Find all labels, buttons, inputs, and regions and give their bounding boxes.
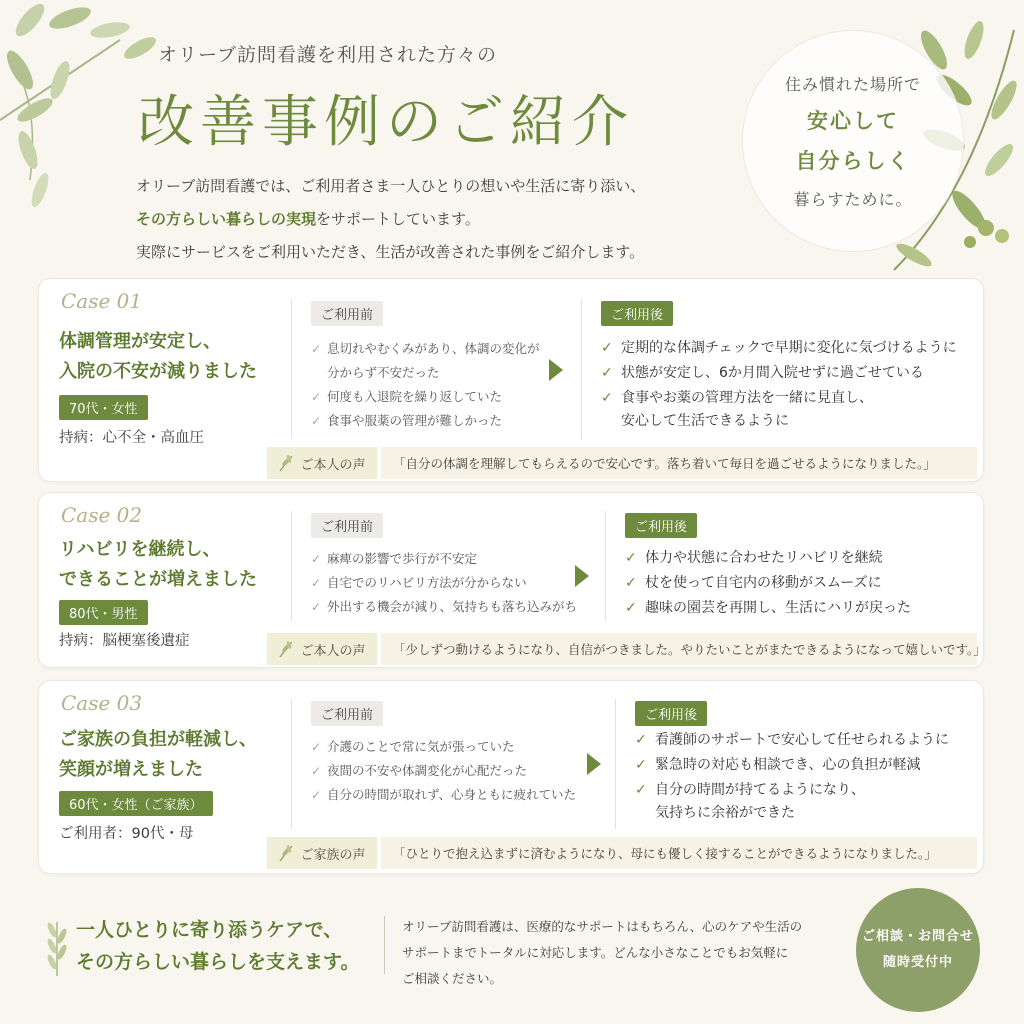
after-list xyxy=(601,337,957,435)
footer-text-line-3: ご相談ください。 xyxy=(402,971,503,986)
list-item: ✓ 趣味の園芸を再開し、生活にハリが戻った xyxy=(625,597,911,620)
footer-text-line-2: サポートまでトータルに対応します。どんな小さなことでもお気軽に xyxy=(402,945,789,960)
voice-box xyxy=(267,837,977,869)
intro-line-1: オリーブ訪問看護では、ご利用者さま一人ひとりの想いや生活に寄り添い、 xyxy=(136,177,646,195)
divider xyxy=(384,916,385,974)
case-tag: 70代・女性 xyxy=(59,395,148,420)
after-list xyxy=(625,547,911,622)
case-headline xyxy=(59,327,257,387)
list-item: ✓ 何度も入退院を繰り返していた xyxy=(311,385,540,409)
intro-line-3: 実際にサービスをご利用いただき、生活が改善された事例をご紹介します。 xyxy=(136,243,645,261)
tagline-circle xyxy=(742,30,964,252)
list-item: ✓ 看護師のサポートで安心して任せられるように xyxy=(635,729,949,752)
contact-badge[interactable] xyxy=(856,888,980,1012)
case-headline-line-2: 入院の不安が減りました xyxy=(59,361,257,382)
arrow-right-icon xyxy=(575,565,589,587)
case-tag: 60代・女性（ご家族） xyxy=(59,791,213,816)
list-item: ✓ 状態が安定し、6か月間入院せずに過ごせている xyxy=(601,362,957,385)
before-label: ご利用前 xyxy=(311,513,383,538)
list-item: ✓ 定期的な体調チェックで早期に変化に気づけるように xyxy=(601,337,957,360)
sprig-icon xyxy=(278,454,294,472)
voice-label-text: ご家族の声 xyxy=(300,847,366,863)
after-list xyxy=(635,729,949,827)
list-item: ✓ 杖を使って自宅内の移動がスムーズに xyxy=(625,572,911,595)
list-item: ✓ 自分の時間が持てるようになり、 気持ちに余裕ができた xyxy=(635,779,949,825)
case-headline xyxy=(59,725,257,785)
after-label: ご利用後 xyxy=(625,513,697,538)
intro-text xyxy=(136,170,736,269)
case-label: Case 01 xyxy=(61,289,143,313)
sprig-icon xyxy=(278,844,294,862)
contact-line-2: 随時受付中 xyxy=(882,955,953,970)
voice-text: 「少しずつ動けるようになり、自信がつきました。やりたいことがまたできるようになって嬉しいです。」 xyxy=(381,633,977,665)
case-card-03 xyxy=(38,680,984,874)
intro-line-2 xyxy=(136,203,736,236)
voice-label xyxy=(267,447,377,479)
footer-text-line-1: オリーブ訪問看護は、医療的なサポートはもちろん、心のケアや生活の xyxy=(402,919,803,934)
arrow-right-icon xyxy=(549,359,563,381)
voice-text: 「自分の体調を理解してもらえるので安心です。落ち着いて毎日を過ごせるようになりました。」 xyxy=(381,447,977,479)
olive-branch-icon xyxy=(44,918,70,978)
footer-title xyxy=(76,914,359,978)
case-label: Case 02 xyxy=(61,503,143,527)
case-headline xyxy=(59,535,257,595)
case-card-02 xyxy=(38,492,984,668)
list-item: ✓ 食事や服薬の管理が難しかった xyxy=(311,409,540,433)
voice-box xyxy=(267,633,986,665)
after-label: ご利用後 xyxy=(601,301,673,326)
before-list xyxy=(311,547,577,619)
voice-label xyxy=(267,633,377,665)
voice-text: 「ひとりで抱え込まずに済むようになり、母にも優しく接することができるようになりました。」 xyxy=(381,837,977,869)
list-item: ✓ 息切れやむくみがあり、体調の変化が 分からず不安だった xyxy=(311,337,540,385)
footer-title-line-2: その方らしい暮らしを支えます。 xyxy=(76,951,360,973)
case-card-01 xyxy=(38,278,984,482)
case-illness: ご利用者：90代・母 xyxy=(59,826,194,842)
case-label: Case 03 xyxy=(61,691,143,715)
case-illness: 持病：脳梗塞後遺症 xyxy=(59,633,190,649)
sprig-icon xyxy=(278,640,294,658)
list-item: ✓ 麻痺の影響で歩行が不安定 xyxy=(311,547,577,571)
intro-highlight: その方らしい暮らしの実現 xyxy=(136,210,317,228)
list-item: ✓ 夜間の不安や体調変化が心配だった xyxy=(311,759,576,783)
before-list xyxy=(311,337,540,433)
divider xyxy=(291,299,292,439)
tagline-line-3: 自分らしく xyxy=(795,149,911,173)
case-illness: 持病：心不全・高血圧 xyxy=(59,430,204,446)
page-title: 改善事例のご紹介 xyxy=(138,90,634,155)
footer-text xyxy=(402,914,842,992)
tagline-line-2: 安心して xyxy=(807,109,899,133)
intro-line-2-rest: をサポートしています。 xyxy=(316,210,480,228)
divider xyxy=(291,511,292,621)
voice-label xyxy=(267,837,377,869)
before-label: ご利用前 xyxy=(311,701,383,726)
list-item: ✓ 自宅でのリハビリ方法が分からない xyxy=(311,571,577,595)
list-item: ✓ 食事やお薬の管理方法を一緒に見直し、 安心して生活できるように xyxy=(601,387,957,433)
divider xyxy=(291,699,292,829)
arrow-right-icon xyxy=(587,753,601,775)
case-headline-line-1: ご家族の負担が軽減し、 xyxy=(59,729,257,750)
footer-title-line-1: 一人ひとりに寄り添うケアで、 xyxy=(76,919,343,941)
case-headline-line-1: リハビリを継続し、 xyxy=(59,539,221,560)
after-label: ご利用後 xyxy=(635,701,707,726)
contact-line-1: ご相談・お問合せ xyxy=(861,929,974,944)
list-item: ✓ 体力や状態に合わせたリハビリを継続 xyxy=(625,547,911,570)
tagline-line-1: 住み慣れた場所で xyxy=(784,75,921,94)
case-headline-line-1: 体調管理が安定し、 xyxy=(59,331,221,352)
divider xyxy=(581,299,582,439)
before-list xyxy=(311,735,576,807)
list-item: ✓ 自分の時間が取れず、心身ともに疲れていた xyxy=(311,783,576,807)
voice-label-text: ご本人の声 xyxy=(300,457,366,473)
voice-box xyxy=(267,447,977,479)
case-headline-line-2: 笑顔が増えました xyxy=(59,759,203,780)
case-headline-line-2: できることが増えました xyxy=(59,569,257,590)
list-item: ✓ 介護のことで常に気が張っていた xyxy=(311,735,576,759)
before-label: ご利用前 xyxy=(311,301,383,326)
page-subtitle: オリーブ訪問看護を利用された方々の xyxy=(158,44,498,66)
list-item: ✓ 緊急時の対応も相談でき、心の負担が軽減 xyxy=(635,754,949,777)
divider xyxy=(615,699,616,829)
divider xyxy=(605,511,606,621)
tagline-line-4: 暮らすために。 xyxy=(793,190,913,209)
voice-label-text: ご本人の声 xyxy=(300,643,366,659)
case-tag: 80代・男性 xyxy=(59,600,148,625)
list-item: ✓ 外出する機会が減り、気持ちも落ち込みがち xyxy=(311,595,577,619)
